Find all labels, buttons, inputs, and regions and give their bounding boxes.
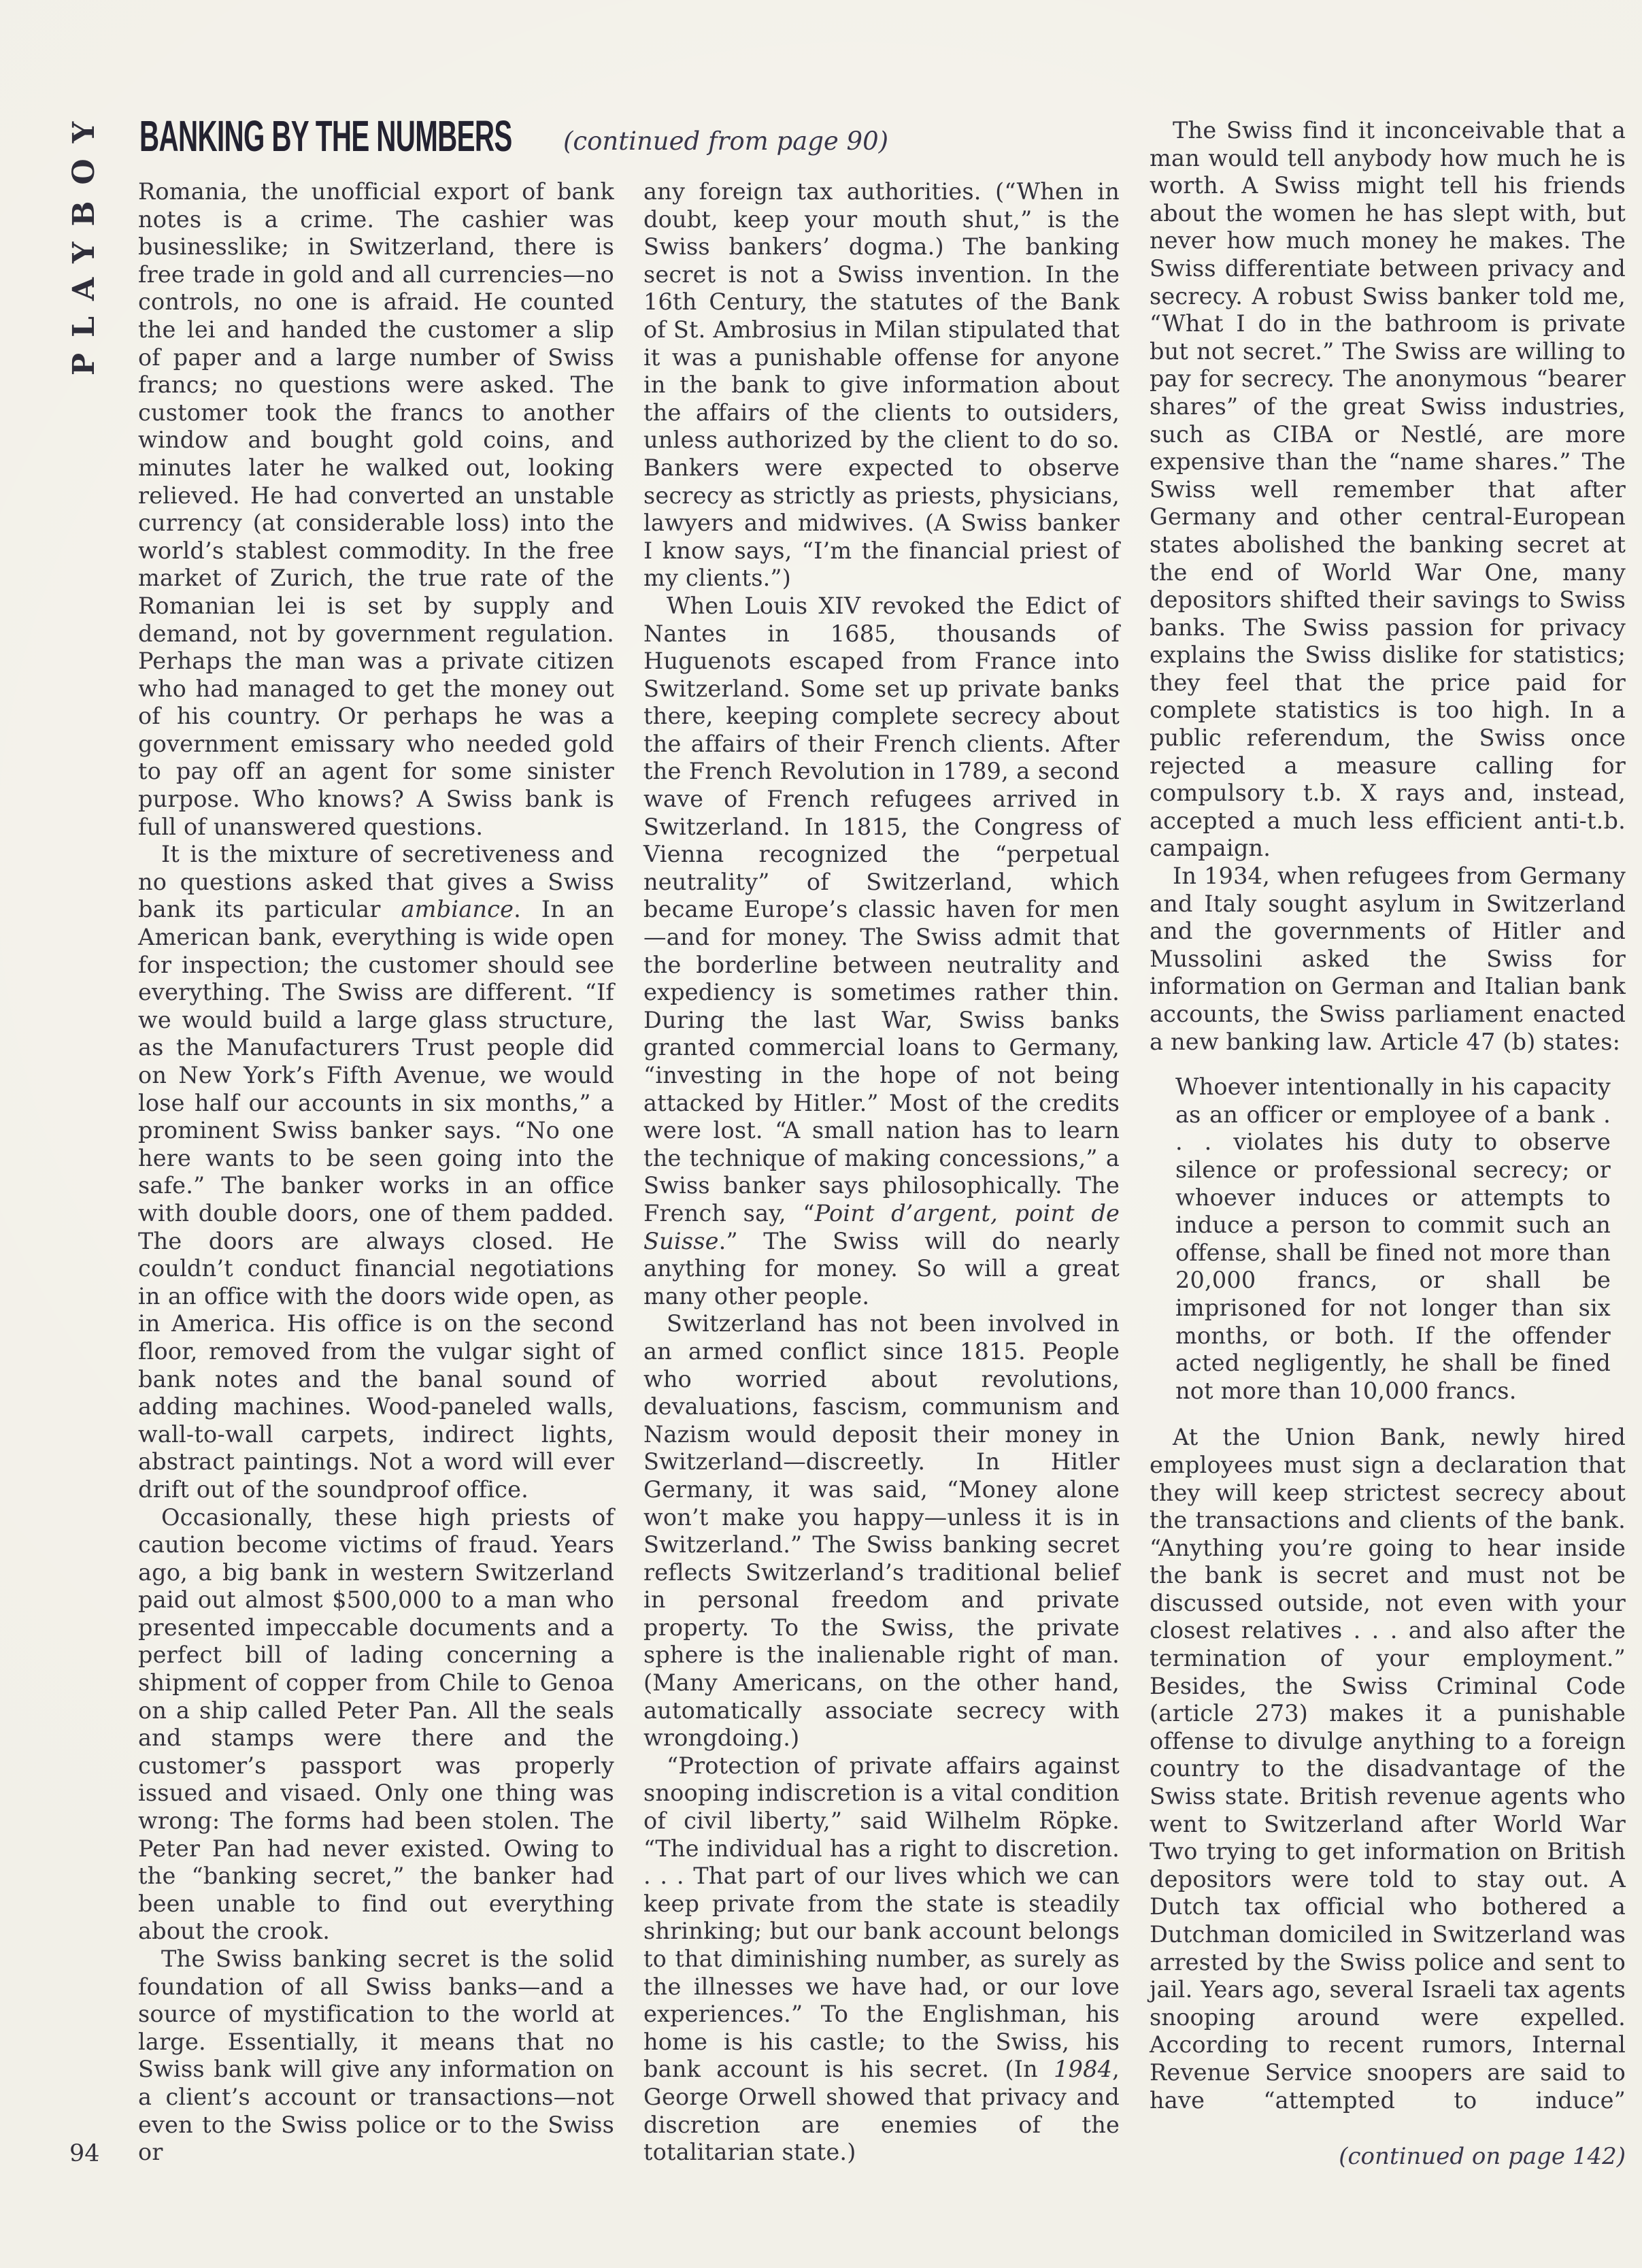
text-column-2 [643,178,1120,2167]
text-column-3 [1150,117,1626,2114]
body-paragraph: any foreign tax authorities. (“When in doubt, keep your mouth shut,” is the Swiss bankers’ dogma.) The banking secret is not a Swiss invention. In the 16th Century, the statutes of the Bank of St. Ambrosius in Milan stipulated that it was a punishable offense for anyone in the bank to give information about the affairs of the clients to outsiders, unless authorized by the client to do so. Bankers were expected to observe secrecy as strictly as priests, physicians, lawyers and midwives. (A Swiss banker I know says, “I’m the financial priest of my clients.”) [643,178,1120,592]
continued-from-note: (continued from page 90) [563,127,889,156]
body-paragraph: In 1934, when refugees from Germany and Italy sought asylum in Switzerland and the governments of Hitler and Mussolini asked the Swiss for information on German and Italian bank accounts, the Swiss parliament enacted a new banking law. Article 47 (b) states: [1150,863,1626,1055]
magazine-spine [67,105,109,376]
body-paragraph: Occasionally, these high priests of caution become victims of fraud. Years ago, a big bank in western Switzerland paid out almost $500,000 to a man who presented impeccable documents and a perfect bill of lading concerning a shipment of copper from Chile to Genoa on a ship called Peter Pan. All the seals and stamps were there and the customer’s passport was properly issued and visaed. Only one thing was wrong: The forms had been stolen. The Peter Pan had never existed. Owing to the “banking secret,” the banker had been unable to find out everything about the crook. [138,1503,614,1945]
article-title: BANKING BY THE NUMBERS [139,112,512,161]
body-paragraph: When Louis XIV revoked the Edict of Nantes in 1685, thousands of Huguenots escaped from France into Switzerland. Some set up private banks there, keeping complete secrecy about the affairs of their French clients. After the French Revolution in 1789, a second wave of French refugees arrived in Switzerland. In 1815, the Congress of Vienna recognized the “perpetual neutrality” of Switzerland, which became Europe’s classic haven for men—and for money. The Swiss admit that the borderline between neutrality and expediency is sometimes rather thin. During the last War, Swiss banks granted commercial loans to Germany, “investing in the hope of not being attacked by Hitler.” Most of the credits were lost. “A small nation has to learn the technique of making concessions,” a Swiss banker says philosophically. The French say, “Point d’argent, point de Suisse.” The Swiss will do nearly anything for money. So will a great many other people. [643,592,1120,1310]
body-paragraph: The Swiss banking secret is the solid foundation of all Swiss banks—and a source of mystification to the world at large. Essentially, it means that no Swiss bank will give any information on a client’s account or transactions—not even to the Swiss police or to the Swiss or [138,1946,614,2166]
continued-on-note: (continued on page 142) [1339,2143,1626,2170]
body-paragraph: Romania, the unofficial export of bank notes is a crime. The cashier was businesslike; in Switzerland, there is free trade in gold and all currencies—no controls, no one is afraid. He counted the lei and handed the customer a slip of paper and a large number of Swiss francs; no questions were asked. The customer took the francs to another window and bought gold coins, and minutes later he walked out, looking relieved. He had converted an unstable currency (at considerable loss) into the world’s stablest commodity. In the free market of Zurich, the true rate of the Romanian lei is set by supply and demand, not by government regulation. Perhaps the man was a private citizen who had managed to get the money out of his country. Or perhaps he was a government emissary who needed gold to pay off an agent for some sinister purpose. Who knows? A Swiss bank is full of unanswered questions. [138,178,614,840]
body-paragraph: “Protection of private affairs against snooping indiscretion is a vital condition of civil liberty,” said Wilhelm Röpke. “The individual has a right to discretion. . . . That part of our lives which we can keep private from the state is steadily shrinking; but our bank account belongs to that diminishing number, as surely as the illnesses we have had, or our love experiences.” To the Englishman, his home is his castle; to the Swiss, his bank account is his secret. (In 1984, George Orwell showed that privacy and discretion are enemies of the totalitarian state.) [643,1752,1120,2166]
body-paragraph: Switzerland has not been involved in an armed conflict since 1815. People who worried about revolutions, devaluations, fascism, communism and Nazism would deposit their money in Switzerland—discreetly. In Hitler Germany, it was said, “Money alone won’t make you happy—unless it is in Switzerland.” The Swiss banking secret reflects Switzerland’s traditional belief in personal freedom and private property. To the Swiss, the private sphere is the inalienable right of man. (Many Americans, on the other hand, automatically associate secrecy with wrongdoing.) [643,1310,1120,1752]
body-paragraph: The Swiss find it inconceivable that a man would tell anybody how much he is worth. A Swiss might tell his friends about the women he has slept with, but never how much money he makes. The Swiss differentiate between privacy and secrecy. A robust Swiss banker told me, “What I do in the bathroom is private but not secret.” The Swiss are willing to pay for secrecy. The anonymous “bearer shares” of the great Swiss industries, such as CIBA or Nestlé, are more expensive than the “name shares.” The Swiss well remember that after Germany and other central-European states abolished the banking secret at the end of World War One, many depositors shifted their savings to Swiss banks. The Swiss passion for privacy explains the Swiss dislike for statistics; they feel that the price paid for complete statistics is too high. In a public referendum, the Swiss once rejected a measure calling for compulsory t.b. X rays and, instead, accepted a much less efficient anti-t.b. campaign. [1150,117,1626,862]
body-paragraph: It is the mixture of secretiveness and no questions asked that gives a Swiss bank its particular ambiance. In an American bank, everything is wide open for inspection; the customer should see everything. The Swiss are different. “If we would build a large glass structure, as the Manufacturers Trust people did on New York’s Fifth Avenue, we would lose half our accounts in six months,” a prominent Swiss banker says. “No one here wants to be seen going into the safe.” The banker works in an office with double doors, one of them padded. The doors are always closed. He couldn’t conduct financial negotiations in an office with the doors wide open, as in America. His office is on the second floor, removed from the vulgar sight of bank notes and the banal sound of adding machines. Wood-paneled walls, wall-to-wall carpets, indirect lights, abstract paintings. Not a word will ever drift out of the soundproof office. [138,841,614,1503]
text-column-1 [138,178,614,2167]
page-number: 94 [69,2140,100,2167]
blockquote-paragraph: Whoever intentionally in his capacity as an officer or employee of a bank . . . violates his duty to observe silence or professional secrecy; or whoever induces or attempts to induce a person to commit such an offense, shall be fined not more than 20,000 francs, or shall be imprisoned for not longer than six months, or both. If the offender acted negligently, he shall be fined not more than 10,000 francs. [1175,1073,1611,1404]
magazine-spine-text: PLAYBOY [67,105,101,376]
body-paragraph: At the Union Bank, newly hired employees must sign a declaration that they will keep strictest secrecy about the transactions and clients of the bank. “Anything you’re going to hear inside the bank is secret and must not be discussed outside, not even with your closest relatives . . . and also after the termination of your employment.” Besides, the Swiss Criminal Code (article 273) makes it a punishable offense to divulge anything to a foreign country to the disadvantage of the Swiss state. British revenue agents who went to Switzerland after World War Two trying to get information on British depositors were told to stay out. A Dutch tax official who bothered a Dutchman domiciled in Switzerland was arrested by the Swiss police and sent to jail. Years ago, several Israeli tax agents snooping around were expelled. According to recent rumors, Internal Revenue Service snoopers are said to have “attempted to induce” [1150,1424,1626,2114]
